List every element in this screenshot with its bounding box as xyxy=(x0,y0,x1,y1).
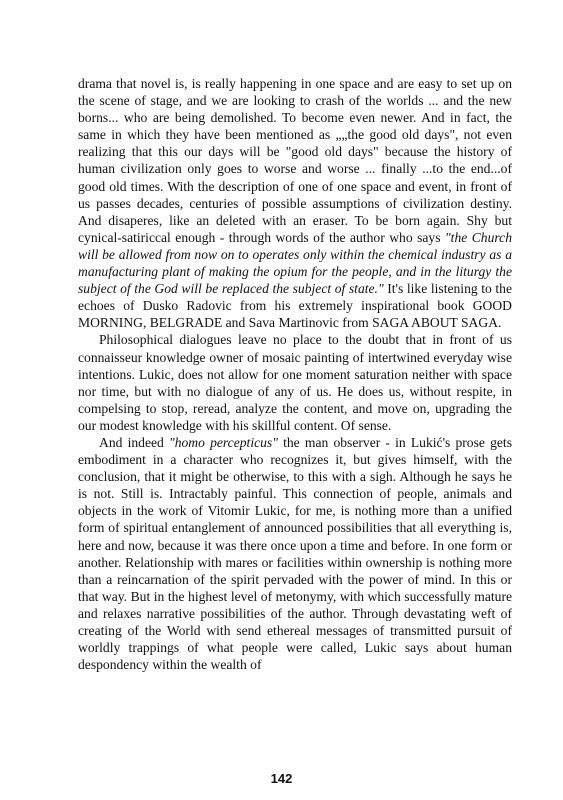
paragraph-3-text-1: And indeed xyxy=(99,434,169,450)
paragraph-1-text-1: drama that novel is, is really happening in one space and are easy to set up on the scene of stage, and we are looking to crash of the worlds ... and the new borns... who are being demolished. To become even newer. And in fact, the same in which they have been mentioned as „„the good old days", not even realizing that this our days will be "good old days" because the history of human civilization only goes to worse and worse ... finally ...to the end...of good old times. With the description of one of one space and event, in front of us passes decades, centuries of possible assumptions of civilization destiny. And disaperes, like an deleted with an eraser. To be born again. Shy but cynical-satiriccal enough - through words of the author who says xyxy=(78,76,512,245)
paragraph-2 xyxy=(78,331,512,434)
paragraph-2-text-1: Philosophical dialogues leave no place to the doubt that in front of us connaisseur knowledge owner of mosaic painting of intertwined everyday wise intentions. Lukic, does not allow for one moment saturation neither with space nor time, but with no dialogue of any of us. He does us, without respite, in compelsing to stop, reread, analyze the content, and move on, upgrading the our modest knowledge with his skillful content. Of sense. xyxy=(78,332,512,433)
paragraph-3-term: "homo percepticus" xyxy=(168,434,278,450)
page-number: 142 xyxy=(270,771,293,786)
page-body xyxy=(78,75,512,673)
paragraph-1-quote: "the Church will be allowed from now on to operates only within the chemical industry as a manufacturing plant of making the opium for the people, and in the liturgy the subject of the God will be replaced the subject of state." xyxy=(78,229,513,297)
paragraph-1-text-2: It's like listening to the echoes of Dusko Radovic from his extremely inspirational book GOOD MORNING, BELGRADE and Sava Martinovic from SAGA ABOUT SAGA. xyxy=(78,281,513,331)
paragraph-1 xyxy=(78,75,512,331)
paragraph-3-text-2: the man observer - in Lukić's prose gets embodiment in a character who recognizes it, but gives himself, with the conclusion, that it might be otherwise, to this with a sigh. Although he says he is not. Still is. Intractably painful. This connection of people, animals and objects in the work of Vitomir Lukic, for me, is nothing more than a unified form of spiritual entanglement of announced possibilities that all everything is, here and now, because it was there once upon a time and before. In one form or another. Relationship with mares or facilities within ownership is nothing more than a reincarnation of the spirit pervaded with the power of mind. In this or that way. But in the highest level of metonymy, with which successfully mature and relaxes narrative possibilities of the author. Through devastating weft of creating of the World with send ethereal messages of transmitted pursuit of worldly trappings of what people were called, Lukic says about human despondency within the wealth of xyxy=(78,434,512,673)
paragraph-3 xyxy=(78,434,512,673)
